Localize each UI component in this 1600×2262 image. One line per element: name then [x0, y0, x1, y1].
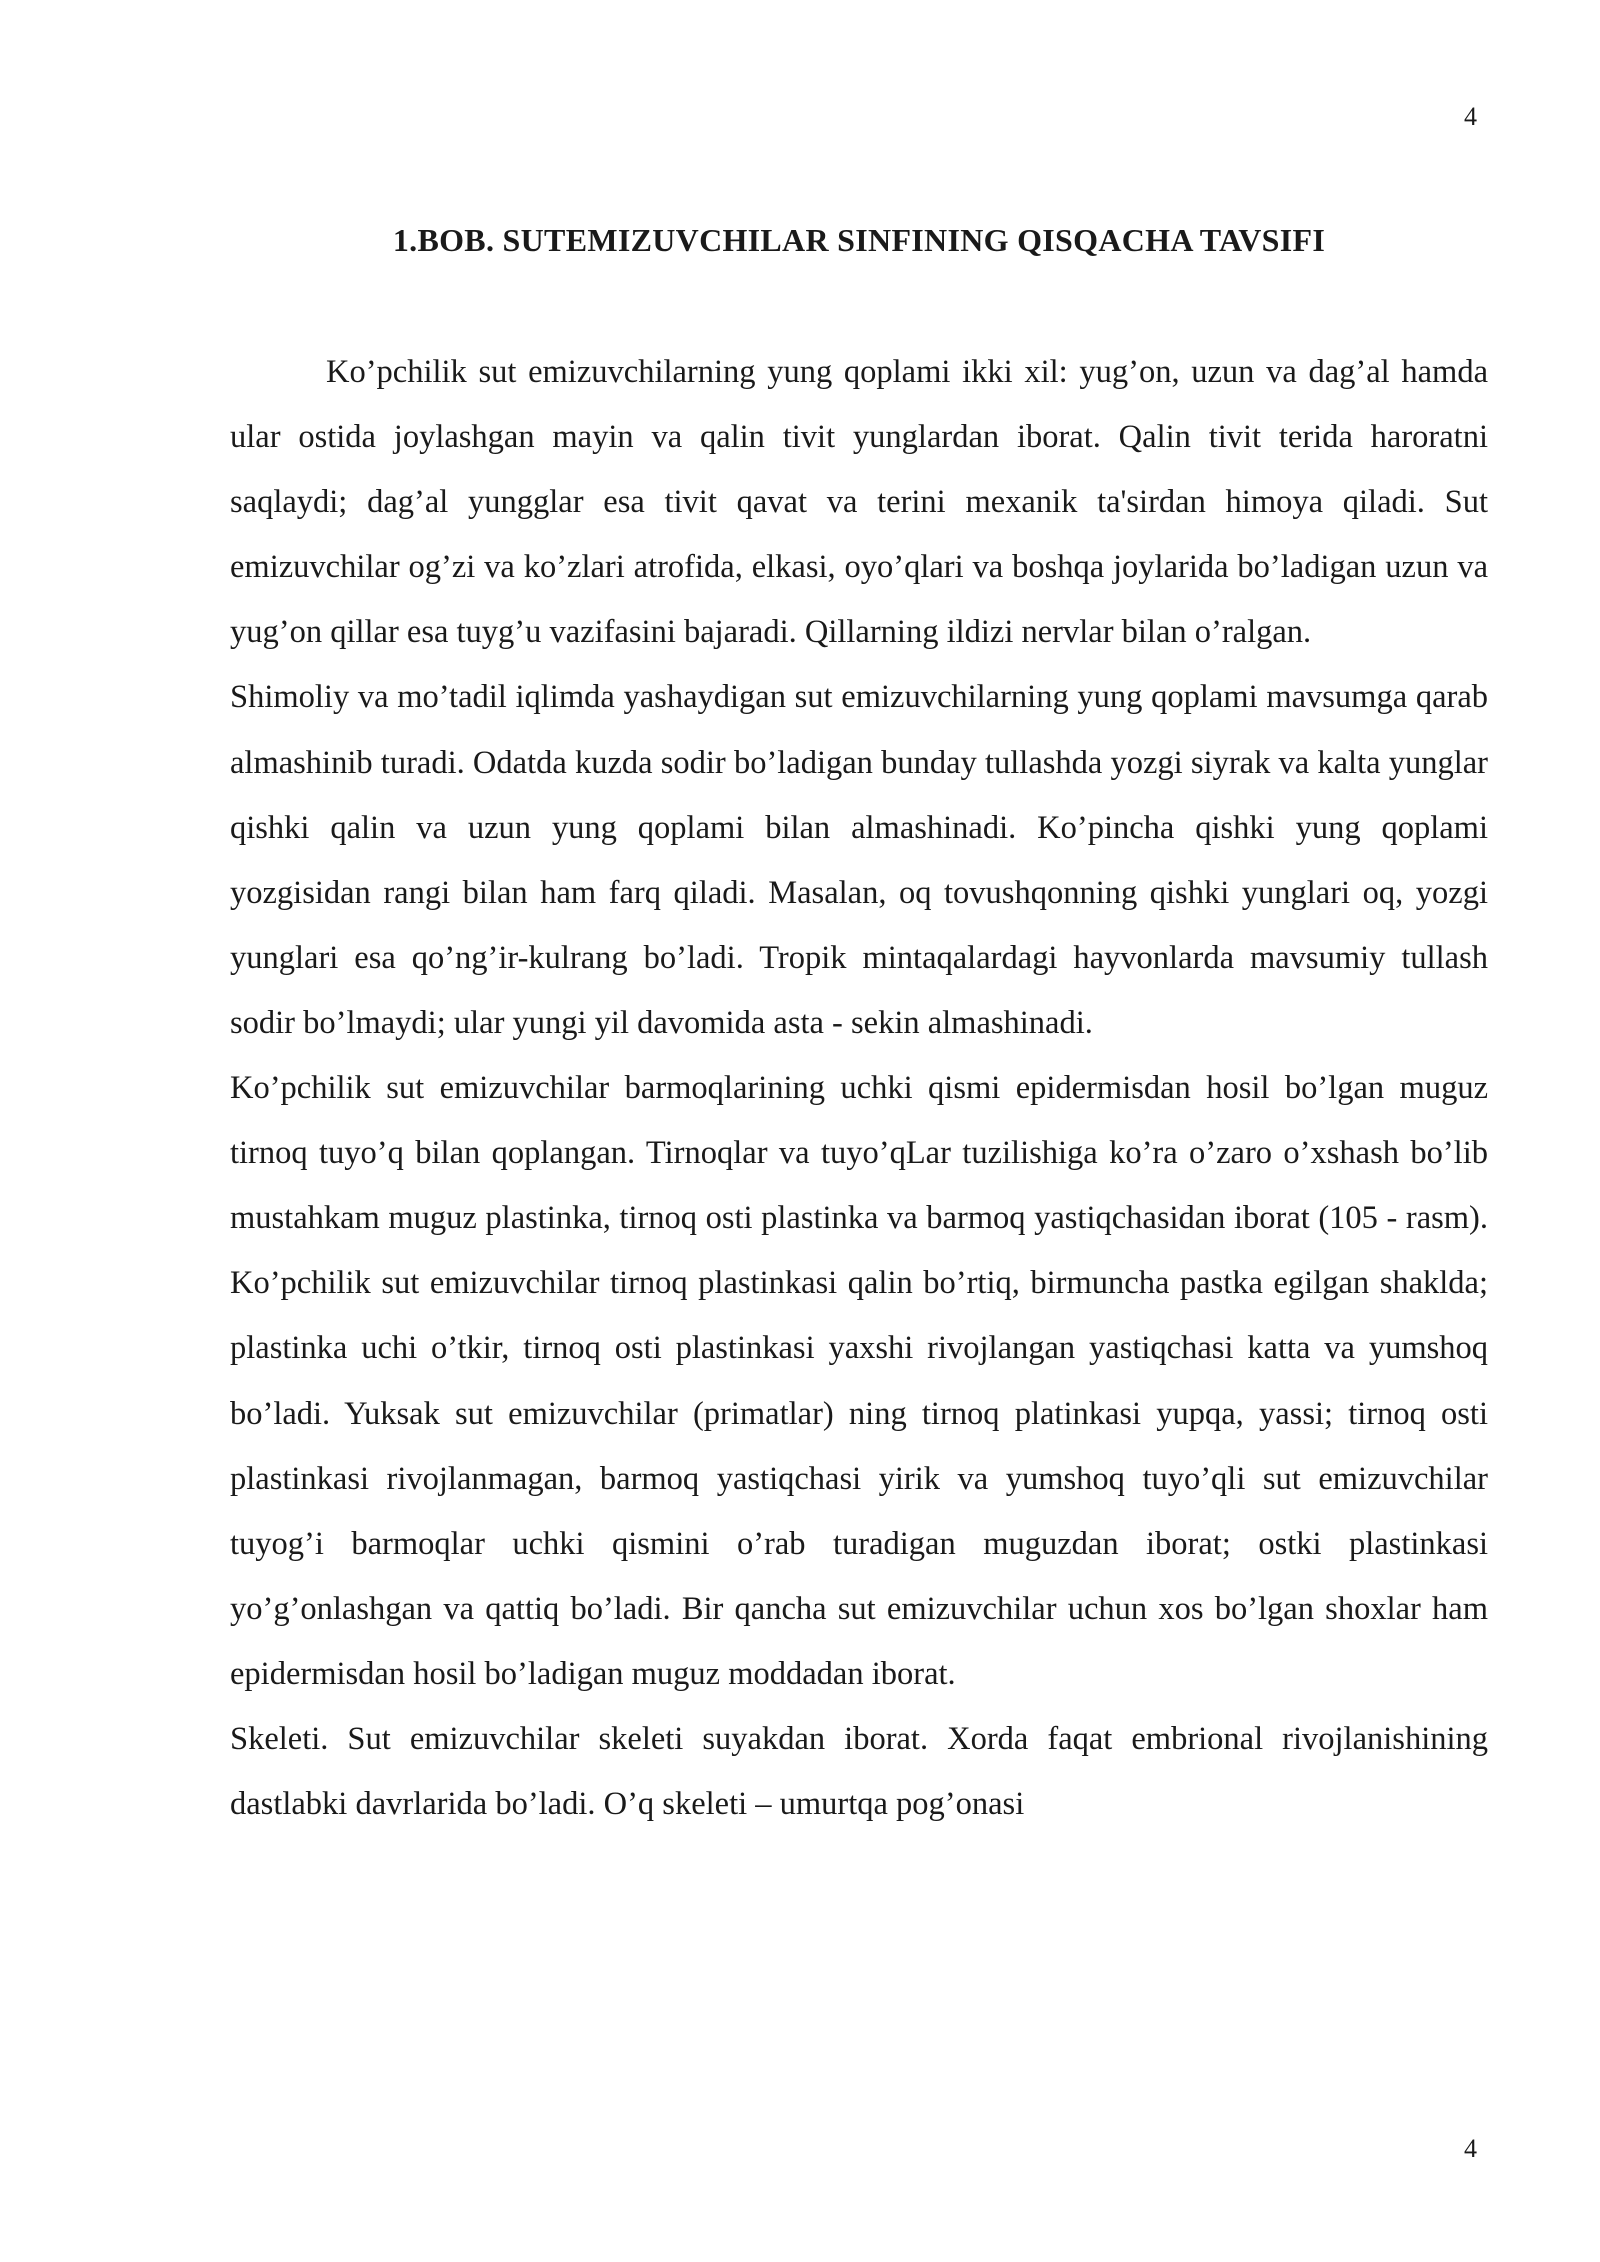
paragraph-molting: Shimoliy va mo’tadil iqlimda yashaydigan sut emizuvchilarning yung qoplami mavsumga qarab almashinib turadi. Odatda kuzda sodir bo’ladigan bunday tullashda yozgi siyrak va kalta yunglar qishki qalin va uzun yung qoplami bilan almashinadi. Ko’pincha qishki yung qoplami yozgisidan rangi bilan ham farq qiladi. Masalan, oq tovushqonning qishki yunglari oq, yozgi yunglari esa qo’ng’ir-kulrang bo’ladi. Tropik mintaqalardagi hayvonlarda mavsumiy tullash sodir bo’lmaydi; ular yungi yil davomida asta - sekin almashinadi. — [230, 679, 1488, 1041]
body-text — [230, 340, 1488, 1837]
page-number-top: 4 — [1464, 102, 1477, 131]
chapter-title: 1.BOB. SUTEMIZUVCHILAR SINFINING QISQACHA TAVSIFI — [392, 222, 1326, 258]
page-number-bottom: 4 — [1464, 2134, 1477, 2163]
paragraph-skeleton: Skeleti. Sut emizuvchilar skeleti suyakdan iborat. Xorda faqat embrional rivojlanishining dastlabki davrlarida bo’ladi. O’q skeleti – umurtqa pog’onasi — [230, 1720, 1488, 1823]
paragraph-claws-hooves: Ko’pchilik sut emizuvchilar barmoqlarining uchki qismi epidermisdan hosil bo’lgan muguz tirnoq tuyo’q bilan qoplangan. Tirnoqlar va tuyo’qLar tuzilishiga ko’ra o’zaro o’xshash bo’lib mustahkam muguz plastinka, tirnoq osti plastinka va barmoq yastiqchasidan iborat (105 - rasm). Ko’pchilik sut emizuvchilar tirnoq plastinkasi qalin bo’rtiq, birmuncha pastka egilgan shaklda; plastinka uchi o’tkir, tirnoq osti plastinkasi yaxshi rivojlangan yastiqchasi katta va yumshoq bo’ladi. Yuksak sut emizuvchilar (primatlar) ning tirnoq platinkasi yupqa, yassi; tirnoq osti plastinkasi rivojlanmagan, barmoq yastiqchasi yirik va yumshoq tuyo’qli sut emizuvchilar tuyog’i barmoqlar uchki qismini o’rab turadigan muguzdan iborat; ostki plastinkasi yo’g’onlashgan va qattiq bo’ladi. Bir qancha sut emizuvchilar uchun xos bo’lgan shoxlar ham epidermisdan hosil bo’ladigan muguz moddadan iborat. — [230, 1070, 1488, 1692]
paragraph-fur-coat: Ko’pchilik sut emizuvchilarning yung qoplami ikki xil: yug’on, uzun va dag’al hamda ular ostida joylashgan mayin va qalin tivit yunglardan iborat. Qalin tivit terida haroratni saqlaydi; dag’al yungglar esa tivit qavat va terini mexanik ta'sirdan himoya qiladi. Sut emizuvchilar og’zi va ko’zlari atrofida, elkasi, oyo’qlari va boshqa joylarida bo’ladigan uzun va yug’on qillar esa tuyg’u vazifasini bajaradi. Qillarning ildizi nervlar bilan o’ralgan. — [230, 354, 1488, 651]
